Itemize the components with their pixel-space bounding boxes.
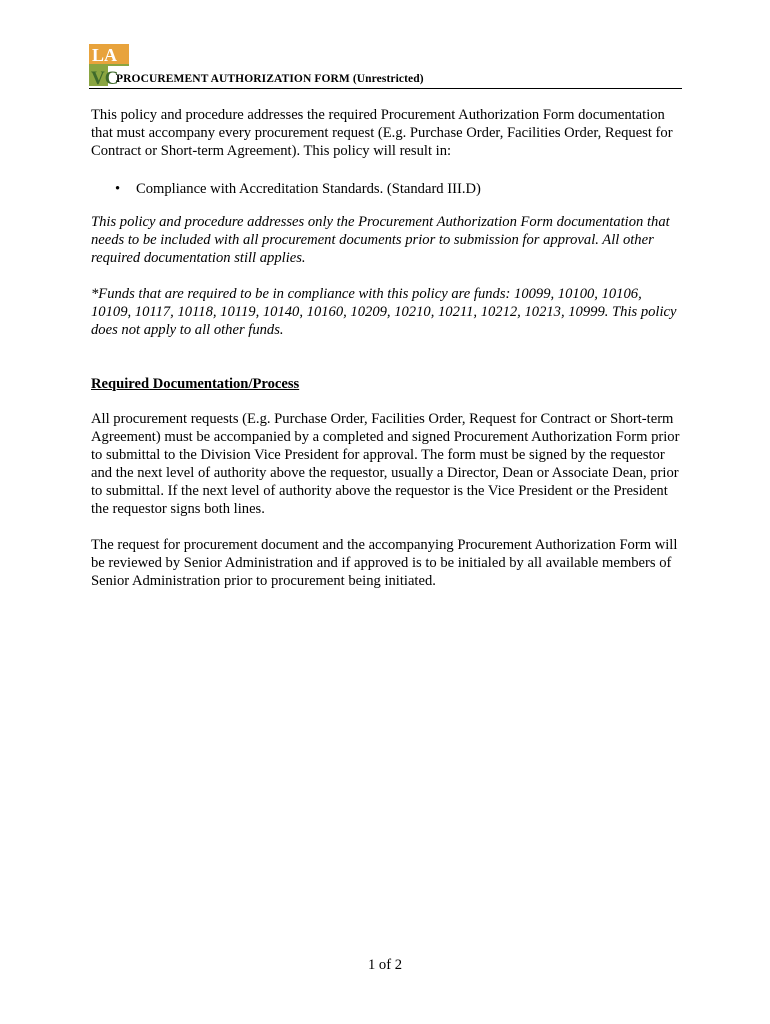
document-body bbox=[91, 106, 681, 590]
funds-note: *Funds that are required to be in compliance with this policy are funds: 10099, 10100, 10106, 10109, 10117, 10118, 10119, 10140, 10160, 10209, 10210, 10211, 10212, 10213, 10999. This policy does not apply to all other funds. bbox=[91, 286, 677, 338]
bullet-icon: • bbox=[115, 181, 121, 197]
section-heading: Required Documentation/Process bbox=[91, 376, 300, 392]
page-number: 1 of 2 bbox=[367, 957, 403, 973]
logo-text-bottom: VC bbox=[91, 68, 119, 86]
scope-note: This policy and procedure addresses only the Procurement Authorization Form documentation that needs to be included with all procurement documents prior to submission for approval. All other required documentation still applies. bbox=[91, 214, 670, 266]
list-item-text: Compliance with Accreditation Standards. (Standard III.D) bbox=[136, 181, 481, 197]
list-item bbox=[91, 180, 681, 198]
review-paragraph: The request for procurement document and the accompanying Procurement Authorization Form will be reviewed by Senior Administration and if approved is to be initialed by all available members of Senior Administration prior to procurement being initiated. bbox=[91, 537, 678, 589]
page-header bbox=[89, 44, 682, 88]
requirements-paragraph: All procurement requests (E.g. Purchase Order, Facilities Order, Request for Contract or Short-term Agreement) must be accompanied by a completed and signed Procurement Authorization Form prior to submittal to the Division Vice President for approval. The form must be signed by the requestor and the next level of authority above the requestor, usually a Director, Dean or Associate Dean, prior to submittal. If the next level of authority above the requestor is the Vice President or the President the requestor signs both lines. bbox=[91, 411, 680, 517]
header-divider bbox=[89, 88, 682, 89]
logo-text-top: LA bbox=[92, 45, 118, 65]
page-title: PROCUREMENT AUTHORIZATION FORM (Unrestricted) bbox=[116, 73, 424, 85]
bullet-list bbox=[91, 180, 681, 198]
intro-paragraph: This policy and procedure addresses the required Procurement Authorization Form documentation that must accompany every procurement request (E.g. Purchase Order, Facilities Order, Request for Contract or Short-term Agreement). This policy will result in: bbox=[91, 107, 673, 159]
